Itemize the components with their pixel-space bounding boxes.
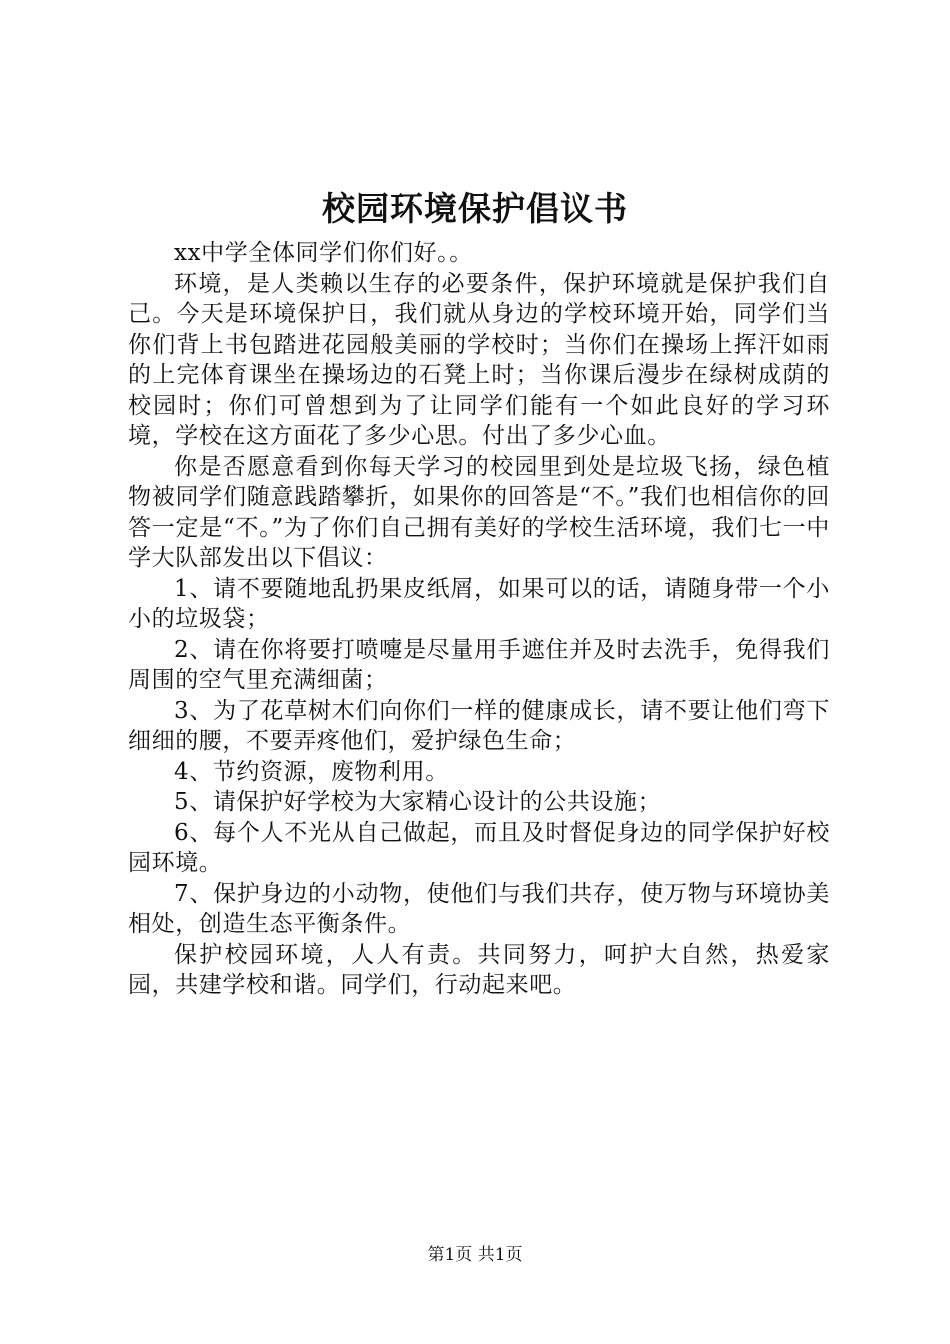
closing-paragraph: 保护校园环境，人人有责。共同努力，呵护大自然，热爱家园，共建学校和谐。同学们，行动起来吧。 [128,941,830,998]
proposal-item-3: 3、为了花草树木们向你们一样的健康成长，请不要让他们弯下细细的腰，不要弄疼他们，爱护绿色生命； [128,697,830,754]
proposal-item-6: 6、每个人不光从自己做起，而且及时督促身边的同学保护好校园环境。 [128,819,830,876]
page-number-footer: 第1页 共1页 [427,1245,523,1265]
document-title: 校园环境保护倡议书 [322,189,628,228]
intro-paragraph: 环境，是人类赖以生存的必要条件，保护环境就是保护我们自己。今天是环境保护日，我们就从身边的学校环境开始，同学们当你们背上书包踏进花园般美丽的学校时；当你们在操场上挥汗如雨的上完体育课坐在操场边的石凳上时；当你课后漫步在绿树成荫的校园时；你们可曾想到为了让同学们能有一个如此良好的学习环境，学校在这方面花了多少心思。付出了多少心血。 [128,270,830,449]
question-paragraph: 你是否愿意看到你每天学习的校园里到处是垃圾飞扬，绿色植物被同学们随意践踏攀折，如果你的回答是“不。”我们也相信你的回答一定是“不。”为了你们自己拥有美好的学校生活环境，我们七一中学大队部发出以下倡议： [128,453,830,571]
proposal-item-4: 4、节约资源，废物利用。 [174,758,449,785]
greeting-paragraph: xx中学全体同学们你们好。。 [174,240,473,266]
proposal-item-1: 1、请不要随地乱扔果皮纸屑，如果可以的话，请随身带一个小小的垃圾袋； [128,575,830,632]
proposal-item-7: 7、保护身边的小动物，使他们与我们共存，使万物与环境协美相处，创造生态平衡条件。 [128,880,830,937]
proposal-item-5: 5、请保护好学校为大家精心设计的公共设施； [174,789,662,815]
proposal-item-2: 2、请在你将要打喷嚏是尽量用手遮住并及时去洗手，免得我们周围的空气里充满细菌； [128,636,830,693]
document-body [128,238,830,1001]
